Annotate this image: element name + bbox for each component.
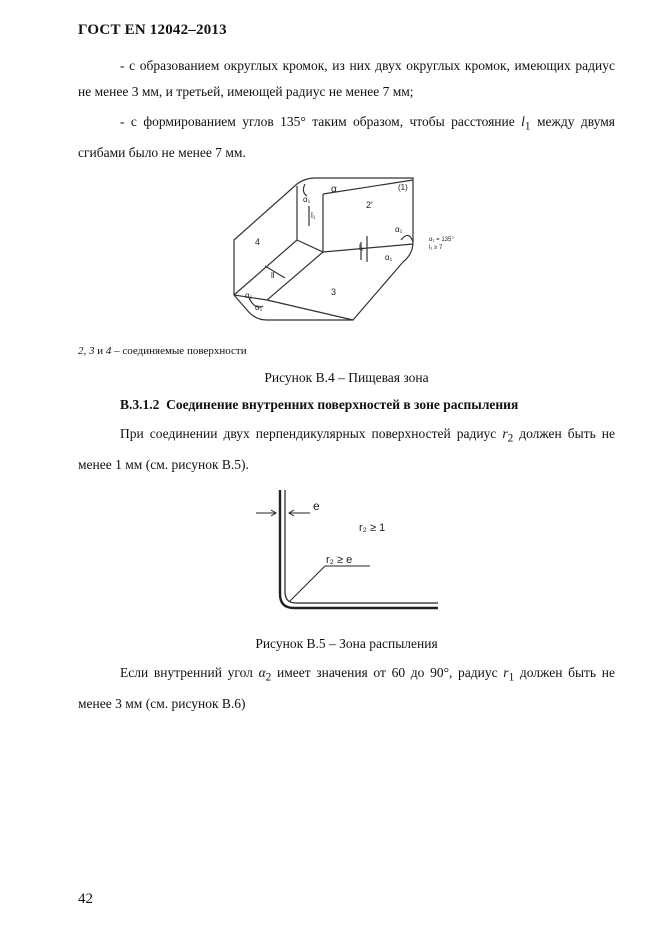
- figure-b5-outer-profile: [280, 490, 438, 608]
- paragraph-internal-angle-text-a: Если внутренний угол: [120, 665, 259, 680]
- section-number: В.3.1.2: [120, 397, 160, 412]
- paragraph-perpendicular-text-b: должен быть не менее 1 мм (см. рисунок В.5).: [78, 426, 615, 472]
- paragraph-perpendicular-text-a: При соединении двух перпендикулярных поверхностей радиус: [120, 426, 503, 441]
- figure-b4-label-ll: ll: [271, 271, 275, 280]
- section-title: Соединение внутренних поверхностей в зоне распыления: [166, 397, 519, 412]
- figure-b4-label-alpha1-lower-right: α₁: [385, 253, 393, 262]
- legend-text: – соединяемые поверхности: [111, 345, 247, 357]
- page-number: 42: [78, 891, 93, 907]
- figure-b4-inner-edges: [234, 180, 413, 320]
- figure-b4-note-angle: α₁ = 135°: [429, 237, 454, 243]
- paragraph-internal-angle: [78, 660, 615, 717]
- figure-b5-spray-zone-drawing: [250, 486, 445, 616]
- legend-number-4: 4: [105, 345, 112, 357]
- figure-b4-dimension-ll: [265, 266, 285, 278]
- var-alpha: α: [258, 665, 266, 680]
- figure-b4-label-l1-right: l₁: [359, 243, 364, 252]
- figure-b4-label-surface-3: 3: [331, 287, 337, 297]
- paragraph-internal-angle-text-c: должен быть не менее 3 мм (см. рисунок В.6): [78, 665, 615, 711]
- paragraph-angles-text-a: - с формированием углов 135° таким образом, чтобы расстояние: [120, 114, 522, 129]
- var-r1: r: [503, 665, 509, 680]
- figure-b4-label-alpha: α: [331, 184, 337, 195]
- figure-b4-legend: [78, 345, 247, 357]
- var-r-subscript: 2: [507, 432, 514, 445]
- document-header: ГОСТ EN 12042–2013: [78, 22, 227, 38]
- var-r1-subscript: 1: [508, 671, 515, 684]
- paragraph-internal-angle-text-b: имеет значения от 60 до 90°, радиус: [271, 665, 504, 680]
- figure-b4-label-alpha1-top: α₁: [303, 195, 311, 204]
- figure-b4-label-alpha1-left: α₁: [245, 291, 253, 300]
- section-heading: [120, 397, 518, 413]
- figure-b5-inner-profile: [285, 490, 438, 603]
- figure-b4-label-surface-1: (1): [398, 183, 408, 192]
- legend-numbers: 2, 3: [78, 345, 95, 357]
- paragraph-angles-text-b: между двумя сгибами было не менее 7 мм.: [78, 114, 615, 160]
- figure-b4-label-alpha1-right: α₁: [395, 225, 403, 234]
- var-r: r: [502, 426, 508, 441]
- figure-b5-label-r2-ge-e: r₂ ≥ e: [326, 554, 353, 566]
- figure-b4-label-surface-2: 2': [366, 200, 373, 210]
- paragraph-perpendicular: [78, 421, 615, 478]
- legend-and: и: [94, 345, 106, 357]
- paragraph-rounded-edges: - с образованием округлых кромок, из них двух округлых кромок, имеющих радиус не менее 3 мм, и третьей, имеющей радиус не менее 7 мм;: [78, 58, 615, 99]
- var-l: l: [521, 114, 525, 129]
- figure-b4-angle-arc-right: [401, 235, 413, 242]
- var-l-subscript: 1: [524, 120, 531, 133]
- figure-b5-leader-r2: [290, 566, 370, 601]
- figure-b4-note-distance: l₁ ≥ 7: [429, 245, 443, 251]
- figure-b5-caption: Рисунок В.5 – Зона распыления: [255, 636, 438, 651]
- paragraph-angles: [78, 109, 615, 166]
- var-alpha-subscript: 2: [265, 671, 272, 684]
- figure-b4-label-alpha1-bottom: α₁: [255, 303, 263, 312]
- figure-b4-caption: Рисунок В.4 – Пищевая зона: [264, 370, 429, 385]
- figure-b5-label-r2-ge-1: r₂ ≥ 1: [359, 522, 386, 534]
- figure-b4-label-surface-4: 4: [255, 237, 261, 247]
- figure-b5-label-e: e: [313, 499, 320, 513]
- figure-b4-food-zone-drawing: [225, 170, 475, 330]
- figure-b4-label-l1-top: l₁: [311, 211, 316, 220]
